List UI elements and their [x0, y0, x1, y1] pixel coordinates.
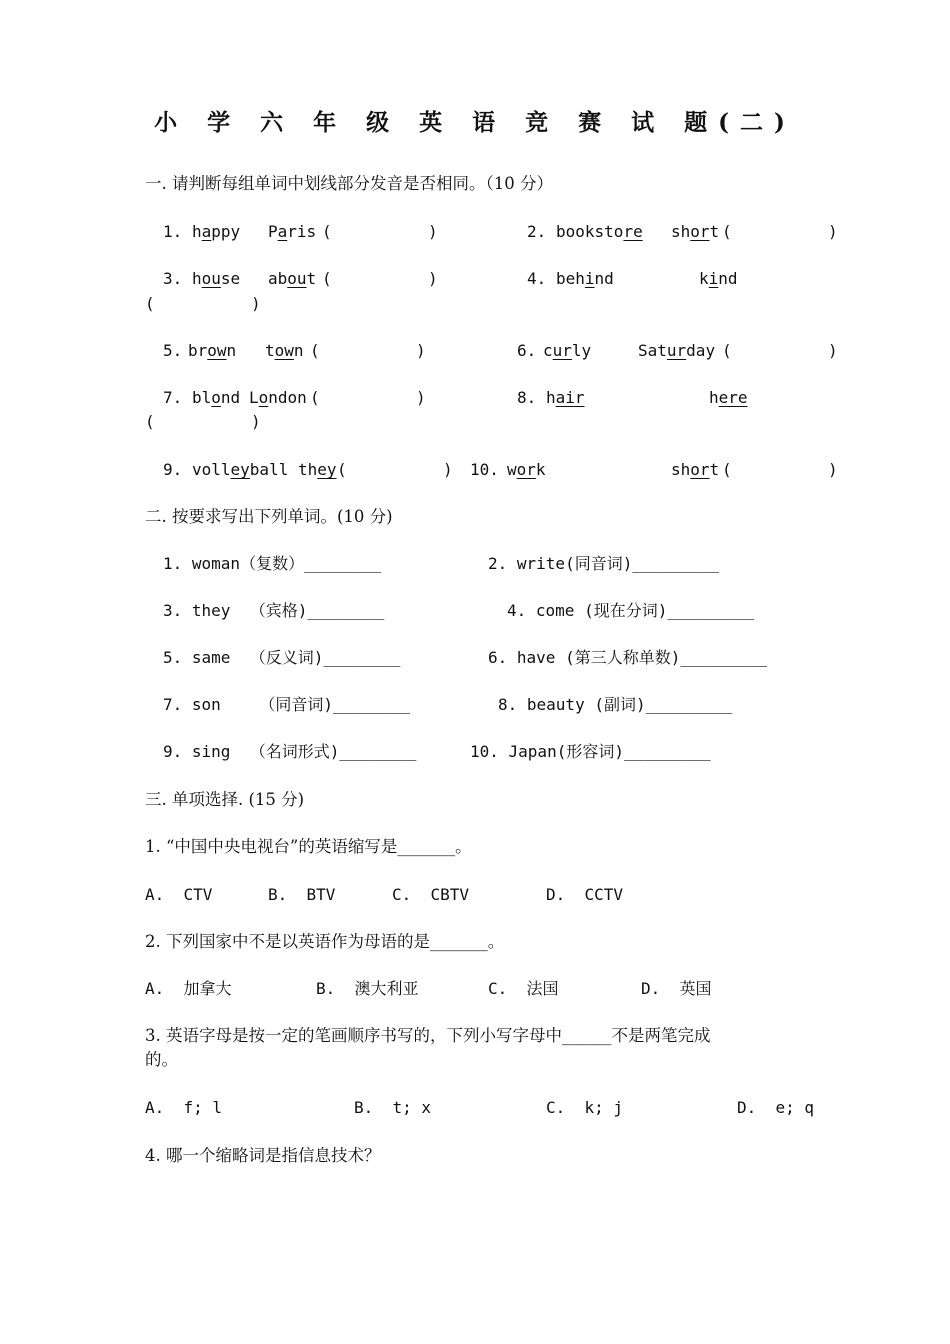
- word-part: nd: [594, 269, 614, 288]
- s1-word-1: [507, 459, 546, 481]
- word-part: bl: [192, 388, 212, 407]
- s1-answer-blank: ( ): [322, 222, 438, 241]
- question-2: 2. 下列国家中不是以英语作为母语的是_______。: [145, 932, 505, 951]
- word-part: sh: [671, 460, 691, 479]
- word-part: P: [268, 222, 278, 241]
- s1-item-number: 4.: [527, 269, 547, 288]
- word-part: L: [249, 388, 259, 407]
- word-part: nd: [718, 269, 738, 288]
- s1-word-1: [192, 459, 288, 481]
- underlined-letters: ey: [230, 460, 250, 479]
- s1-word-2: [298, 459, 337, 481]
- s1-word-1: [556, 221, 643, 243]
- s2-item-7: 7. son （同音词)________: [163, 695, 411, 714]
- word-part: beh: [556, 269, 585, 288]
- section3-heading: 三. 单项选择. (15 分): [145, 790, 305, 809]
- s1-word-2: [671, 221, 719, 243]
- underlined-letters: i: [708, 269, 719, 288]
- word-part: ball: [249, 460, 289, 479]
- s1-word-2: [699, 268, 738, 290]
- underlined-letters: ow: [207, 341, 227, 360]
- underlined-letters: ou: [287, 269, 307, 288]
- q3-option-a: A. f; l: [145, 1098, 223, 1117]
- underlined-letters: o: [258, 388, 269, 407]
- word-part: w: [507, 460, 517, 479]
- q3-option-d: D. e; q: [737, 1098, 815, 1117]
- underlined-letters: ere: [718, 388, 748, 407]
- s1-word-1: [192, 387, 240, 409]
- word-part: h: [192, 269, 202, 288]
- q1-option-d: D. CCTV: [546, 885, 624, 904]
- underlined-letters: ow: [274, 341, 294, 360]
- underlined-letters: or: [690, 222, 710, 241]
- word-part: day: [686, 341, 716, 360]
- word-part: br: [188, 341, 208, 360]
- s2-item-4: 4. come (现在分词)_________: [507, 601, 755, 620]
- underlined-letters: ou: [201, 269, 221, 288]
- s1-word-1: [192, 268, 240, 290]
- word-part: n: [293, 341, 304, 360]
- underlined-letters: a: [201, 222, 212, 241]
- underlined-letters: a: [277, 222, 288, 241]
- q3-option-b: B. t; x: [354, 1098, 432, 1117]
- section2-heading: 二. 按要求写出下列单词。(10 分): [145, 507, 393, 526]
- s2-item-5: 5. same （反义词)________: [163, 648, 401, 667]
- question-3-line1: 3. 英语字母是按一定的笔画顺序书写的，下列小写字母中______不是两笔完成: [145, 1026, 711, 1045]
- question-4: 4. 哪一个缩略词是指信息技术？: [145, 1146, 381, 1165]
- word-part: se: [220, 269, 241, 288]
- word-part: k: [535, 460, 546, 479]
- q2-option-d: D. 英国: [641, 979, 712, 998]
- s1-word-2: [638, 340, 715, 362]
- underlined-letters: or: [516, 460, 536, 479]
- s1-item-number: 9.: [163, 460, 183, 479]
- s1-answer-blank: ( ): [322, 269, 438, 288]
- word-part: k: [699, 269, 709, 288]
- underlined-letters: ur: [666, 341, 687, 360]
- s1-item-number: 3.: [163, 269, 183, 288]
- s1-word-1: [546, 387, 585, 409]
- underlined-letters: o: [211, 388, 221, 407]
- word-part: h: [192, 222, 202, 241]
- underlined-letters: ey: [317, 460, 337, 479]
- s1-answer-blank: ( ): [310, 388, 426, 407]
- word-part: n: [226, 341, 237, 360]
- s1-answer-blank: ( ): [145, 294, 261, 313]
- word-part: t: [265, 341, 275, 360]
- s1-word-2: [249, 387, 307, 409]
- s1-item-number: 2.: [527, 222, 547, 241]
- s1-word-2: [268, 221, 316, 243]
- question-1: 1. “中国中央电视台”的英语缩写是_______。: [145, 837, 472, 856]
- word-part: c: [543, 341, 553, 360]
- s1-word-1: [543, 340, 591, 362]
- word-part: h: [546, 388, 556, 407]
- word-part: th: [298, 460, 318, 479]
- underlined-letters: i: [584, 269, 595, 288]
- word-part: ndon: [268, 388, 307, 407]
- word-part: t: [709, 222, 720, 241]
- q2-option-c: C. 法国: [488, 979, 559, 998]
- s1-word-2: [671, 459, 719, 481]
- s1-answer-blank: ( ): [337, 460, 453, 479]
- s1-word-2: [265, 340, 304, 362]
- word-part: ppy: [211, 222, 241, 241]
- word-part: t: [306, 269, 317, 288]
- word-part: ris: [287, 222, 317, 241]
- s1-answer-blank: ( ): [145, 412, 261, 431]
- s1-answer-blank: ( ): [722, 460, 838, 479]
- underlined-letters: air: [555, 388, 585, 407]
- s2-item-10: 10. Japan(形容词)_________: [470, 742, 711, 761]
- s1-answer-blank: ( ): [722, 341, 838, 360]
- s1-word-1: [188, 340, 236, 362]
- s2-item-1: 1. woman（复数）________: [163, 554, 382, 573]
- q2-option-a: A. 加拿大: [145, 979, 232, 998]
- s1-item-number: 1.: [163, 222, 183, 241]
- word-part: sh: [671, 222, 691, 241]
- q1-option-b: B. BTV: [268, 885, 336, 904]
- s1-word-1: [556, 268, 614, 290]
- s1-word-2: [709, 387, 748, 409]
- s2-item-6: 6. have (第三人称单数)_________: [488, 648, 768, 667]
- s1-answer-blank: ( ): [722, 222, 838, 241]
- s1-answer-blank: ( ): [310, 341, 426, 360]
- word-part: h: [709, 388, 719, 407]
- word-part: booksto: [556, 222, 624, 241]
- word-part: Sat: [638, 341, 667, 360]
- word-part: ly: [571, 341, 592, 360]
- word-part: t: [709, 460, 720, 479]
- word-part: nd: [220, 388, 241, 407]
- section1-heading: 一. 请判断每组单词中划线部分发音是否相同。（10 分）: [145, 174, 553, 193]
- q1-option-c: C. CBTV: [392, 885, 470, 904]
- s2-item-8: 8. beauty (副词)_________: [498, 695, 733, 714]
- q1-option-a: A. CTV: [145, 885, 213, 904]
- q3-option-c: C. k; j: [546, 1098, 624, 1117]
- s1-item-number: 6.: [517, 341, 537, 360]
- s2-item-9: 9. sing （名词形式)________: [163, 742, 417, 761]
- s1-item-number: 8.: [517, 388, 537, 407]
- underlined-letters: or: [690, 460, 710, 479]
- s1-item-number: 7.: [163, 388, 183, 407]
- underlined-letters: ur: [552, 341, 572, 360]
- s2-item-2: 2. write(同音词)_________: [488, 554, 720, 573]
- question-3-line2: 的。: [145, 1050, 178, 1069]
- q2-option-b: B. 澳大利亚: [316, 979, 419, 998]
- s1-item-number: 5.: [163, 341, 183, 360]
- s2-item-3: 3. they （宾格)________: [163, 601, 385, 620]
- underlined-letters: re: [623, 222, 643, 241]
- exam-title: 小 学 六 年 级 英 语 竞 赛 试 题(二): [154, 109, 796, 136]
- word-part: voll: [192, 460, 231, 479]
- s1-word-2: [268, 268, 316, 290]
- word-part: ab: [268, 269, 288, 288]
- s1-word-1: [192, 221, 240, 243]
- s1-item-number: 10.: [470, 460, 499, 479]
